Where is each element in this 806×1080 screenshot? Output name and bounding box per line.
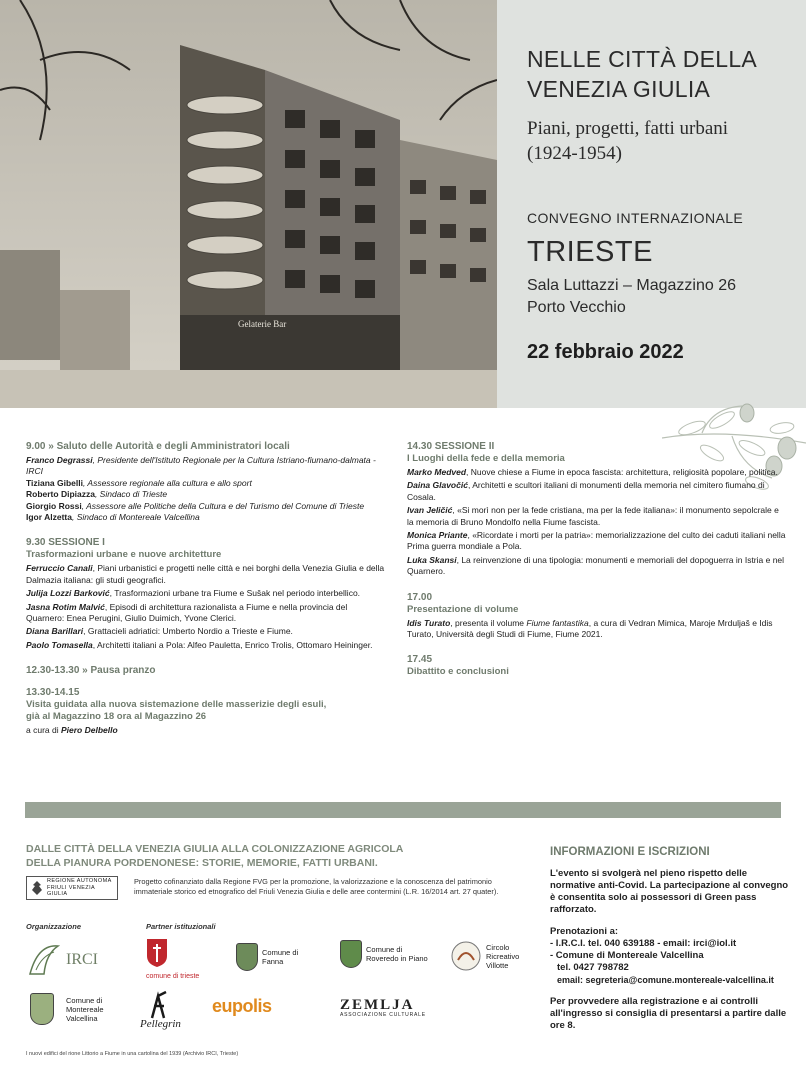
booking-line: - I.R.C.I. tel. 040 639188 - email: irci@iol.it [550, 938, 737, 949]
region-line: FRIULI VENEZIA GIULIA [46, 884, 95, 898]
talk-title: , «Ricordate i morti per la patria»: memorializzazione del culto dei caduti italiani nella Prima guerra mondiale a Pola. [407, 530, 786, 552]
speaker-name: Luka Skansi [407, 554, 457, 565]
zemlja-name: ZEMLJA [340, 997, 415, 1013]
event-title-line: NELLE CITTÀ DELLA [527, 46, 758, 72]
talk-title: , Architetti e scultori italiani di monumenti della memoria nel cimitero fiumano di Cosala. [407, 480, 765, 502]
montereale-line: Montereale [66, 1004, 104, 1014]
talk-item [407, 555, 787, 578]
zemlja-logo [340, 997, 426, 1020]
curator-line [26, 725, 386, 736]
roveredo-crest-icon [340, 940, 362, 968]
organization-label: Organizzazione [26, 922, 82, 931]
event-title [527, 44, 757, 104]
session-subtitle: Presentazione di volume [407, 603, 519, 615]
session-title: 12.30-13.30 » Pausa pranzo [26, 665, 156, 677]
talk-item [407, 480, 787, 503]
speaker-name: Monica Priante [407, 530, 468, 541]
circolo-emblem-icon [450, 940, 482, 972]
roveredo-line: Roveredo in Piano [366, 954, 428, 963]
speaker-name: Igor Alzetta [26, 512, 72, 523]
speaker-item [26, 512, 386, 523]
speaker-name: Tiziana Gibelli [26, 477, 83, 488]
fanna-line: Fanna [262, 957, 284, 966]
speaker-name: Paolo Tomasella [26, 639, 93, 650]
talk-title: , Grattacieli adriatici: Umberto Nordio a Trieste e Fiume. [83, 626, 293, 637]
project-title [26, 842, 506, 870]
irci-logo [26, 940, 98, 978]
pellegrin-figure-icon [140, 990, 180, 1020]
zemlja-subtitle: ASSOCIAZIONE CULTURALE [340, 1012, 426, 1018]
booking-label: Prenotazioni a: [550, 926, 619, 937]
speaker-name: Franco Degrassi [26, 455, 93, 465]
covid-note: L'evento si svolgerà nel pieno rispetto delle normative anti-Covid. La partecipazione al convegno è consentita solo ai possessori di Green pass rafforzato. [550, 868, 789, 915]
program-left-column [26, 440, 386, 737]
info-title: INFORMAZIONI E ISCRIZIONI [550, 846, 710, 858]
speaker-item [26, 501, 386, 512]
montereale-crest-icon [30, 993, 54, 1025]
talk-item [407, 618, 787, 641]
irci-emblem-icon [26, 940, 62, 978]
speaker-name: Julija Lozzi Barković [26, 588, 110, 599]
talk-item [407, 530, 787, 553]
speaker-item [26, 478, 386, 489]
region-name [47, 878, 117, 898]
speaker-name: Giorgio Rossi [26, 500, 82, 511]
program-right-column [407, 440, 787, 678]
speaker-role: , Assessore regionale alla cultura e allo sport [83, 477, 252, 488]
eupolis-name: eupolis [212, 996, 272, 1016]
speaker-name: Roberto Dipiazza [26, 489, 95, 500]
cofinancing-note: Progetto cofinanziato dalla Regione FVG per la promozione, la valorizzazione e la conoscenza del patrimonio immateriale storico ed etnografico del Friuli Venezia Giulia e delle aree contermini (L.R. 16/2014 art. 27 quater). [134, 877, 499, 896]
trieste-shield-icon [146, 938, 168, 968]
speaker-name: Idis Turato [407, 617, 451, 628]
divider-bar [25, 802, 781, 818]
partners-label: Partner istituzionali [146, 922, 216, 931]
montereale-logo [30, 993, 104, 1025]
session-subtitle: I Luoghi della fede e della memoria [407, 453, 565, 464]
talk-item [26, 626, 386, 637]
eupolis-logo [212, 996, 272, 1016]
talk-text: , presenta il volume [450, 617, 527, 628]
event-type: CONVEGNO INTERNAZIONALE [527, 210, 744, 226]
talk-item [407, 505, 787, 528]
info-panel [550, 846, 790, 1032]
speaker-name: Marko Medved [407, 467, 467, 477]
speaker-item [26, 489, 386, 500]
session-title: 9.30 SESSIONE I [26, 537, 105, 549]
session-subtitle: Trasformazioni urbane e nuove architetture [26, 549, 222, 561]
talk-text: , a cura di Vedran Mimica, Maroje Mrduljaš e Idis Turato, Università degli Studi di Fiume, Fiume 2021. [407, 617, 773, 640]
speaker-item [26, 455, 386, 478]
circolo-line: Villotte [486, 960, 509, 970]
speaker-name: Jasna Rotim Malvić [26, 601, 105, 612]
arrival-note: Per provvedere alla registrazione e ai controlli all'ingresso si consiglia di presentarsi a partire dalle ore 8. [550, 996, 787, 1031]
roveredo-name [366, 945, 428, 963]
talk-item [26, 640, 386, 651]
session-title: 14.30 SESSIONE II [407, 441, 495, 452]
talk-title: , Trasformazioni urbane tra Fiume e Sušak nel periodo interbellico. [109, 588, 361, 599]
talk-title: , «Si morì non per la fede cristiana, ma per la fede italiana»: il monumento sepolcrale e la memoria di Bruno Mondolfo nella Fiume fascista. [407, 505, 779, 527]
speaker-role: , Sindaco di Trieste [94, 489, 168, 500]
speaker-name: Daina Glavočić [407, 480, 468, 491]
speaker-role: , Sindaco di Montereale Valcellina [71, 512, 200, 523]
talk-item [26, 563, 386, 586]
hero-text [527, 0, 797, 408]
event-subtitle-line: (1924-1954) [527, 143, 622, 164]
booking-line: tel. 0427 798782 [557, 962, 629, 973]
booking-line: - Comune di Montereale Valcellina [550, 950, 704, 961]
session-title: 17.00 [407, 591, 433, 603]
trieste-name: comune di trieste [146, 973, 200, 980]
session-title: 17.45 [407, 654, 433, 666]
region-fvg-logo [26, 876, 118, 900]
montereale-line: Comune di [66, 995, 103, 1005]
session-subtitle: Visita guidata alla nuova sistemazione delle masserizie degli esuli, [26, 699, 327, 711]
venue-line: Porto Vecchio [527, 299, 626, 316]
building-photo [0, 0, 497, 408]
project-title-line: DALLE CITTÀ DELLA VENEZIA GIULIA ALLA COLONIZZAZIONE AGRICOLA [26, 843, 404, 855]
roveredo-line: Comune di [366, 945, 403, 954]
event-date: 22 febbraio 2022 [527, 341, 684, 363]
event-venue [527, 275, 736, 319]
session-subtitle: Dibattito e conclusioni [407, 666, 509, 678]
event-subtitle [527, 116, 728, 166]
irci-name: IRCI [66, 950, 98, 968]
fanna-crest-icon [236, 943, 258, 971]
talk-title: , La reinvenzione di una tipologia: monumenti e memoriali del dopoguerra in Istria e nel Quarnero. [407, 554, 785, 577]
pellegrin-name: Pellegrin [140, 1018, 181, 1030]
project-title-line: DELLA PIANURA PORDENONESE: STORIE, MEMORIE, FATTI URBANI. [26, 857, 378, 869]
talk-title: , Nuove chiese a Fiume in epoca fascista: architettura, religiosità popolare, politica. [466, 467, 778, 477]
event-subtitle-line: Piani, progetti, fatti urbani [527, 118, 729, 139]
region-line: REGIONE AUTONOMA [46, 878, 112, 885]
pellegrin-logo [140, 990, 181, 1029]
speaker-name: Diana Barillari [26, 626, 84, 637]
speaker-name: Ivan Jeličić [407, 505, 453, 516]
curator-prefix: a cura di [26, 725, 61, 736]
montereale-name [66, 996, 104, 1023]
session-title: 13.30-14.15 [26, 687, 80, 699]
speaker-role: , Assessore alle Politiche della Cultura e del Turismo del Comune di Trieste [81, 500, 365, 511]
talk-item [26, 602, 386, 625]
talk-item [26, 588, 386, 599]
hero-section [0, 0, 806, 408]
eagle-icon [31, 880, 43, 896]
book-title: Fiume fantastika [526, 617, 589, 628]
photo-shop-sign: Gelaterie Bar [238, 319, 287, 329]
circolo-line: Circolo [486, 942, 510, 952]
session-title: 9.00 » Saluto delle Autorità e degli Amministratori locali [26, 441, 290, 452]
event-city: TRIESTE [527, 236, 653, 268]
montereale-line: Valcellina [66, 1013, 98, 1023]
venue-line: Sala Luttazzi – Magazzino 26 [527, 277, 737, 294]
circolo-logo [450, 940, 519, 972]
speaker-role: , Presidente dell'Istituto Regionale per la Cultura Istriano-fiumano-dalmata - IRCI [26, 455, 376, 477]
talk-title: , Episodi di architettura razionalista a Fiume e nella provincia del Quarnero: Enea Perugini, Giulio Duimich, Yvone Clerici. [26, 601, 348, 624]
roveredo-logo [340, 940, 428, 968]
booking-line: email: segreteria@comune.montereale-valcellina.it [557, 975, 774, 985]
fanna-name [262, 948, 298, 966]
trieste-logo [146, 938, 199, 981]
speaker-name: Ferruccio Canali [26, 563, 93, 574]
session-subtitle: già al Magazzino 18 ora al Magazzino 26 [26, 711, 207, 723]
fanna-line: Comune di [262, 948, 299, 957]
photo-credit: I nuovi edifici del rione Littorio a Fiume in una cartolina del 1939 (Archivio IRCI, Trieste) [26, 1051, 239, 1057]
talk-title: , Piani urbanistici e progetti nelle città e nei borghi della Venezia Giulia e della Dalmazia italiana: gli studi geografici. [26, 563, 385, 585]
event-title-line: VENEZIA GIULIA [527, 76, 711, 102]
circolo-name [486, 943, 519, 970]
talk-item [407, 467, 787, 478]
curator-name: Piero Delbello [60, 725, 118, 736]
fanna-logo [236, 943, 298, 971]
talk-title: , Architetti italiani a Pola: Alfeo Pauletta, Enrico Trolis, Ottomaro Heininger. [92, 639, 373, 650]
circolo-line: Ricreativo [486, 951, 520, 961]
